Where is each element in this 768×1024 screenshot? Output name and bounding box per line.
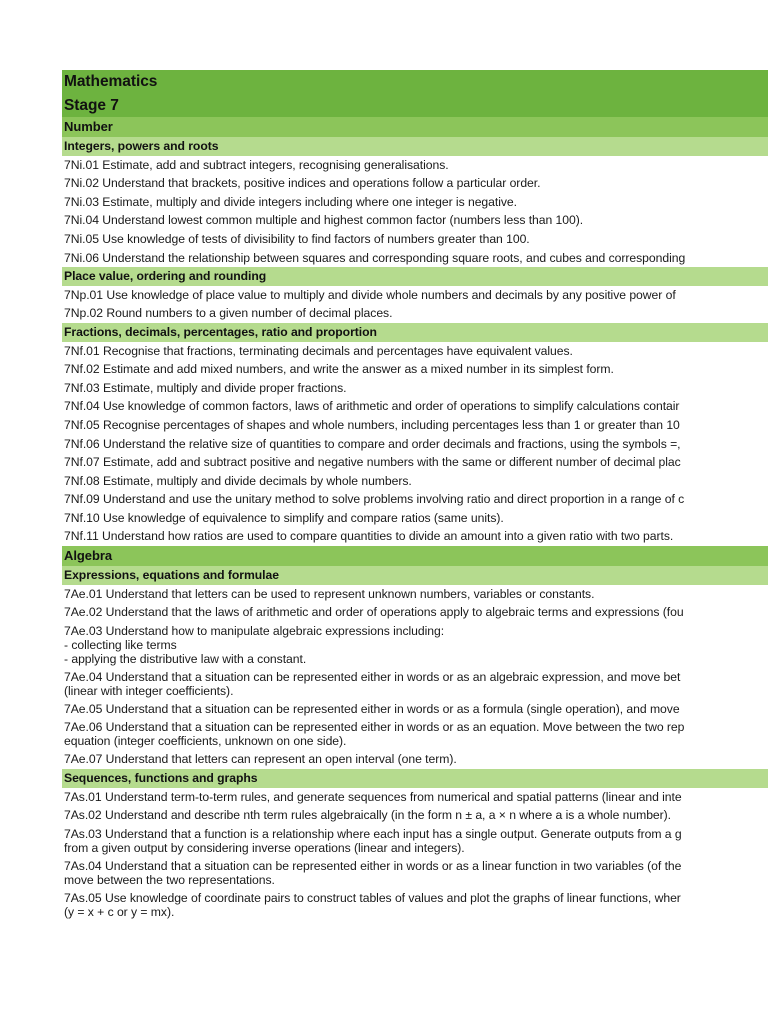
objective-row[interactable]: 7As.04 Understand that a situation can be represented either in words or as a linear function in two variables (of the move between the two representations. [64, 858, 682, 887]
sheet-body [62, 117, 768, 921]
objective-row[interactable]: 7As.05 Use knowledge of coordinate pairs to construct tables of values and plot the graphs of linear functions, wher (y = x + c or y = mx). [64, 890, 681, 919]
objective-row[interactable]: 7Nf.11 Understand how ratios are used to compare quantities to divide an amount into a given ratio with two parts. [64, 529, 674, 544]
objective-row[interactable]: 7Ni.02 Understand that brackets, positive indices and operations follow a particular order. [64, 176, 541, 191]
objective-row[interactable]: 7Ae.07 Understand that letters can represent an open interval (one term). [64, 752, 457, 767]
objective-row[interactable]: 7Nf.06 Understand the relative size of quantities to compare and order decimals and fractions, using the symbols =, [64, 436, 681, 451]
objective-row[interactable]: 7Nf.10 Use knowledge of equivalence to simplify and compare ratios (same units). [64, 510, 504, 525]
objective-row[interactable]: 7Ni.04 Understand lowest common multiple and highest common factor (numbers less than 100). [64, 213, 584, 228]
objective-row[interactable]: 7Nf.02 Estimate and add mixed numbers, and write the answer as a mixed number in its simplest form. [64, 362, 614, 377]
objective-row[interactable]: 7Nf.01 Recognise that fractions, terminating decimals and percentages have equivalent values. [64, 343, 573, 358]
objective-row[interactable]: 7Np.02 Round numbers to a given number of decimal places. [64, 306, 393, 321]
objective-row[interactable]: 7Ae.06 Understand that a situation can be represented either in words or as an equation. Move between the two rep equation (integer coefficients, unknown on one side). [64, 720, 685, 749]
objective-row[interactable]: 7Nf.07 Estimate, add and subtract positive and negative numbers with the same or different number of decimal plac [64, 455, 681, 470]
objective-row[interactable]: 7Ni.03 Estimate, multiply and divide integers including where one integer is negative. [64, 194, 517, 209]
objective-row[interactable]: 7Nf.09 Understand and use the unitary method to solve problems involving ratio and direct proportion in a range of c [64, 492, 685, 507]
objective-row[interactable]: 7As.03 Understand that a function is a relationship where each input has a single output. Generate outputs from a g from a given output by considering inverse operations (linear and integers). [64, 826, 682, 855]
subject-title[interactable]: Mathematics [62, 70, 768, 94]
substrand-header[interactable]: Expressions, equations and formulae [62, 566, 768, 585]
objective-row[interactable]: 7As.01 Understand term-to-term rules, and generate sequences from numerical and spatial patterns (linear and inte [64, 789, 682, 804]
objective-row[interactable]: 7Nf.08 Estimate, multiply and divide decimals by whole numbers. [64, 473, 412, 488]
objective-row[interactable]: 7Ni.05 Use knowledge of tests of divisibility to find factors of numbers greater than 100. [64, 231, 530, 246]
objective-row[interactable]: 7Nf.04 Use knowledge of common factors, laws of arithmetic and order of operations to simplify calculations contair [64, 399, 680, 414]
objective-row[interactable]: 7Np.01 Use knowledge of place value to multiply and divide whole numbers and decimals by any positive power of [64, 287, 676, 302]
objective-row[interactable]: 7As.02 Understand and describe nth term rules algebraically (in the form n ± a, a × n where a is a whole number). [64, 808, 672, 823]
substrand-header[interactable]: Place value, ordering and rounding [62, 267, 768, 286]
objective-row[interactable]: 7Nf.05 Recognise percentages of shapes and whole numbers, including percentages less than 1 or greater than 10 [64, 417, 680, 432]
substrand-header[interactable]: Integers, powers and roots [62, 137, 768, 156]
objective-row[interactable]: 7Ae.05 Understand that a situation can be represented either in words or as a formula (single operation), and move [64, 701, 680, 716]
substrand-header[interactable]: Sequences, functions and graphs [62, 769, 768, 788]
strand-header[interactable]: Algebra [62, 546, 768, 566]
stage-title[interactable]: Stage 7 [62, 94, 768, 118]
curriculum-sheet [62, 70, 768, 921]
substrand-header[interactable]: Fractions, decimals, percentages, ratio and proportion [62, 323, 768, 342]
strand-header[interactable]: Number [62, 117, 768, 137]
objective-row[interactable]: 7Ni.01 Estimate, add and subtract integers, recognising generalisations. [64, 157, 449, 172]
objective-row[interactable]: 7Ni.06 Understand the relationship between squares and corresponding square roots, and cubes and corresponding [64, 250, 686, 265]
objective-row[interactable]: 7Ae.02 Understand that the laws of arithmetic and order of operations apply to algebraic terms and expressions (fou [64, 605, 684, 620]
objective-row[interactable]: 7Ae.03 Understand how to manipulate algebraic expressions including: - collecting like terms - applying the distributive law with a constant. [64, 623, 445, 666]
objective-row[interactable]: 7Ae.04 Understand that a situation can be represented either in words or as an algebraic expression, and move bet (linear with integer coefficients). [64, 669, 681, 698]
objective-row[interactable]: 7Nf.03 Estimate, multiply and divide proper fractions. [64, 380, 347, 395]
objective-row[interactable]: 7Ae.01 Understand that letters can be used to represent unknown numbers, variables or constants. [64, 586, 595, 601]
